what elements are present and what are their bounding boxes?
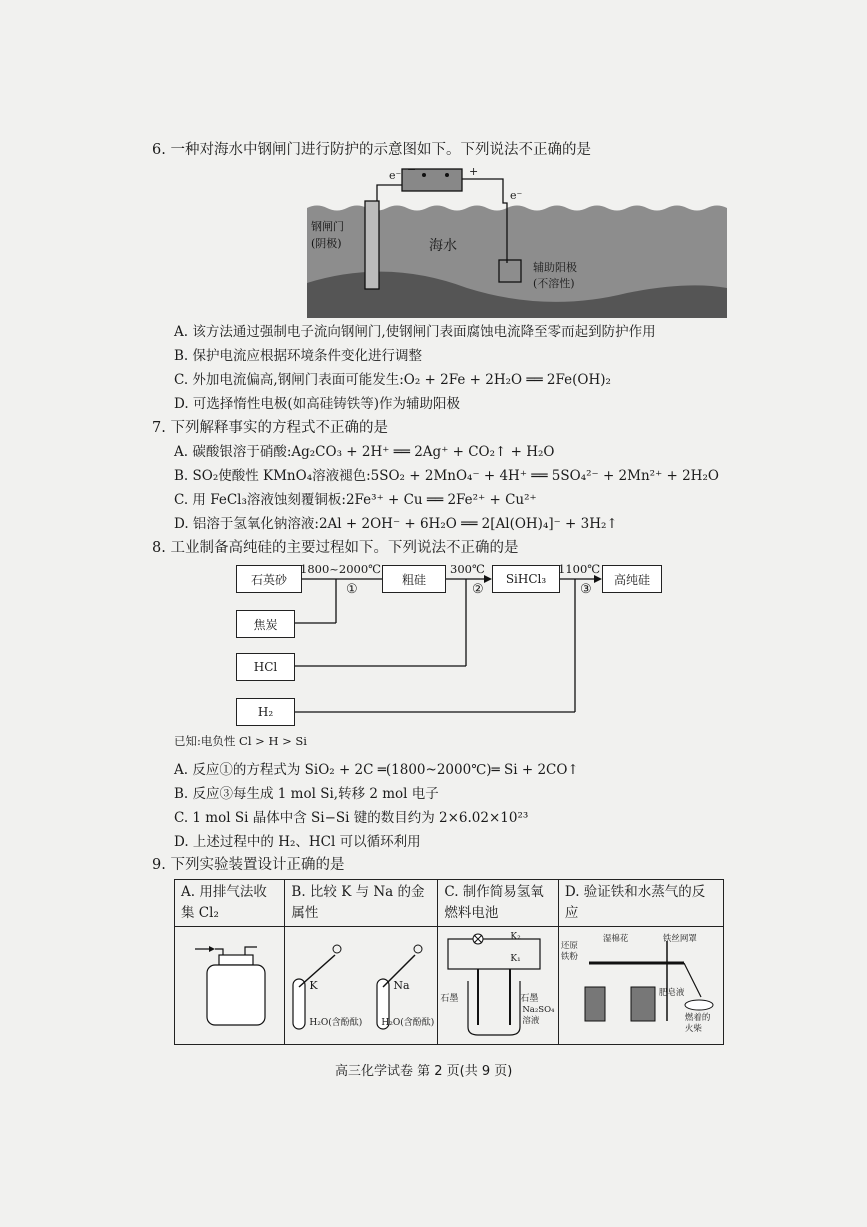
q8-option-c: C. 1 mol Si 晶体中含 Si−Si 键的数目约为 2×6.02×10²³ <box>174 810 529 826</box>
water-label-2: H₂O(含酚酞) <box>381 1018 435 1028</box>
k-label: K <box>309 979 318 992</box>
flow-step-1: ① <box>346 582 358 597</box>
q9-cell-d-title: D. 验证铁和水蒸气的反应 <box>558 880 723 927</box>
page-footer: 高三化学试卷 第 2 页(共 9 页) <box>335 1064 513 1079</box>
gas-bottle-apparatus <box>175 927 283 1037</box>
flow-step-3: ③ <box>580 582 592 597</box>
match-label: 燃着的火柴 <box>684 1013 711 1034</box>
solution-label: Na₂SO₄溶液 <box>522 1005 555 1026</box>
water-label-1: H₂O(含酚酞) <box>309 1018 363 1028</box>
q7-option-c: C. 用 FeCl₃溶液蚀刻覆铜板:2Fe³⁺ + Cu ══ 2Fe²⁺ + Cu²⁺ <box>174 492 537 508</box>
iron-powder-label: 还原铁粉 <box>560 941 578 962</box>
flow-hcl: HCl <box>236 653 295 681</box>
q6-figure <box>307 163 727 318</box>
soap-label: 肥皂液 <box>658 988 685 998</box>
q9-cell-a-figure <box>175 927 285 1045</box>
q9-cell-c-title: C. 制作简易氢氧燃料电池 <box>438 880 559 927</box>
flow-pure-si: 高纯硅 <box>602 565 662 593</box>
flow-temp-3: 1100℃ <box>558 562 601 576</box>
q8-note: 已知:电负性 Cl > H > Si <box>174 734 307 748</box>
plus-sign: + <box>469 165 479 178</box>
q6-diagram <box>307 163 727 318</box>
q6-option-a: A. 该方法通过强制电子流向钢闸门,使钢闸门表面腐蚀电流降至零而起到防护作用 <box>174 324 656 340</box>
gate-label: 钢闸门 <box>311 220 344 233</box>
q9-table <box>174 879 724 1045</box>
flow-coke: 焦炭 <box>236 610 295 638</box>
anode-label: 辅助阳极 <box>533 261 577 274</box>
k1-label: K₁ <box>510 954 521 964</box>
q8-stem: 8. 工业制备高纯硅的主要过程如下。下列说法不正确的是 <box>152 540 519 556</box>
flow-h2: H₂ <box>236 698 295 726</box>
q9-cell-d-figure <box>558 927 723 1045</box>
graphite-right-label: 石墨 <box>520 994 539 1004</box>
na-label: Na <box>393 979 410 992</box>
q9-cell-b-figure <box>285 927 438 1045</box>
q7-option-d: D. 铝溶于氢氧化钠溶液:2Al + 2OH⁻ + 6H₂O ══ 2[Al(OH)₄]⁻ + 3H₂↑ <box>174 516 618 532</box>
q7-option-b: B. SO₂使酸性 KMnO₄溶液褪色:5SO₂ + 2MnO₄⁻ + 4H⁺ ══ 5SO₄²⁻ + 2Mn²⁺ + 2H₂O <box>174 468 719 484</box>
k2-label: K₂ <box>510 932 521 942</box>
wire-mesh-label: 铁丝网罩 <box>662 934 697 944</box>
electron-left-label: e⁻ <box>389 169 402 182</box>
q8-option-b: B. 反应③每生成 1 mol Si,转移 2 mol 电子 <box>174 786 439 802</box>
flow-temp-2: 300℃ <box>450 562 485 576</box>
graphite-left-label: 石墨 <box>440 994 459 1004</box>
q6-stem: 6. 一种对海水中钢闸门进行防护的示意图如下。下列说法不正确的是 <box>152 142 591 158</box>
q8-option-a: A. 反应①的方程式为 SiO₂ + 2C ═(1800~2000℃)═ Si + 2CO↑ <box>174 762 579 778</box>
gate-label-cathode: (阴极) <box>311 237 342 250</box>
flow-sihcl3: SiHCl₃ <box>492 565 560 593</box>
q7-option-a: A. 碳酸银溶于硝酸:Ag₂CO₃ + 2H⁺ ══ 2Ag⁺ + CO₂↑ + H₂O <box>174 444 555 460</box>
flow-quartz: 石英砂 <box>236 565 302 593</box>
anode-label-insoluble: (不溶性) <box>533 277 575 290</box>
q9-cell-b-title: B. 比较 K 与 Na 的金属性 <box>285 880 438 927</box>
q9-cell-c-figure <box>438 927 559 1045</box>
flow-temp-1: 1800~2000℃ <box>300 562 382 576</box>
minus-sign: − <box>407 163 417 176</box>
q6-option-d: D. 可选择惰性电极(如高硅铸铁等)作为辅助阳极 <box>174 396 460 412</box>
wet-cotton-label: 湿棉花 <box>602 934 629 944</box>
electron-right-label: e⁻ <box>510 189 523 202</box>
q8-option-d: D. 上述过程中的 H₂、HCl 可以循环利用 <box>174 834 421 850</box>
flow-step-2: ② <box>472 582 484 597</box>
q6-option-c: C. 外加电流偏高,钢闸门表面可能发生:O₂ + 2Fe + 2H₂O ══ 2Fe(OH)₂ <box>174 372 611 388</box>
q6-option-b: B. 保护电流应根据环境条件变化进行调整 <box>174 348 423 364</box>
flow-crude-si: 粗硅 <box>382 565 446 593</box>
q9-cell-a-title: A. 用排气法收集 Cl₂ <box>175 880 285 927</box>
q9-stem: 9. 下列实验装置设计正确的是 <box>152 857 345 873</box>
sea-label: 海水 <box>429 238 457 254</box>
q7-stem: 7. 下列解释事实的方程式不正确的是 <box>152 420 388 436</box>
